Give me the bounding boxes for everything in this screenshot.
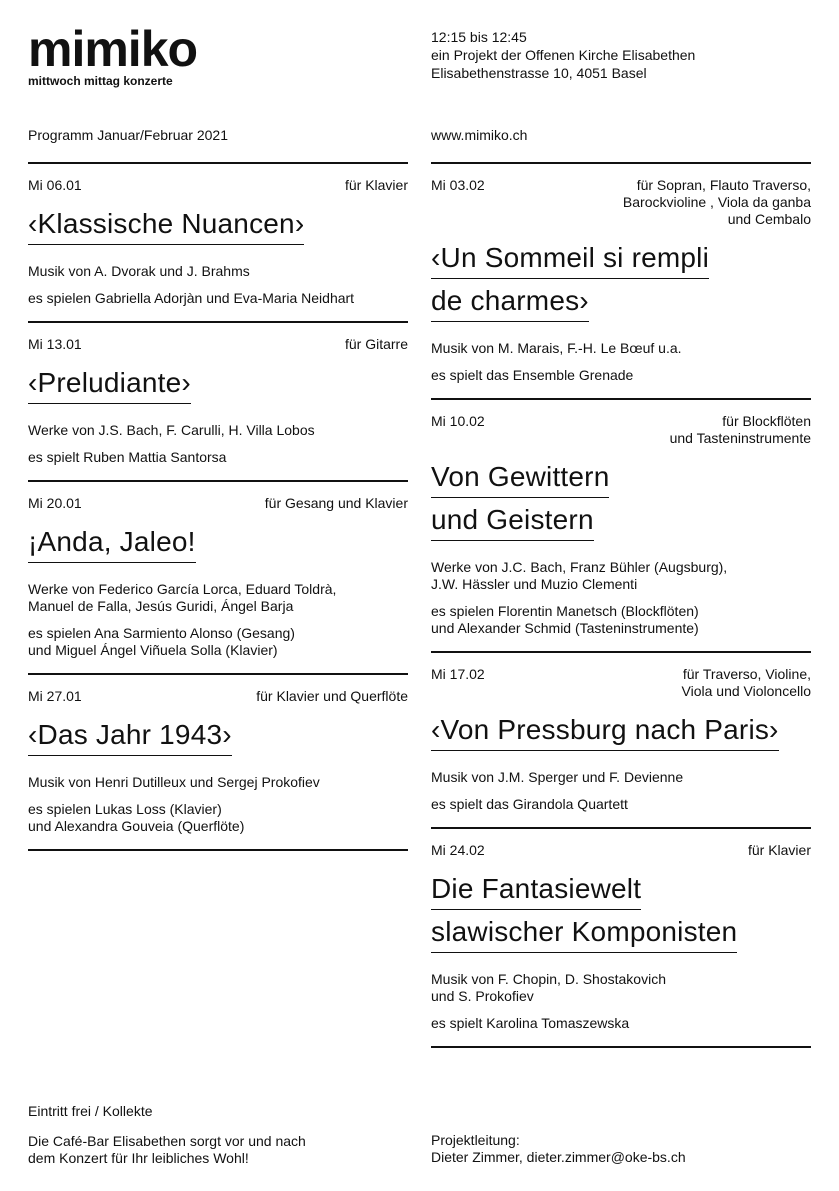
event-title-line: ‹Von Pressburg nach Paris› [431,714,779,751]
column-end-rule [28,849,408,851]
event-block [431,651,811,827]
event-date: Mi 20.01 [28,495,82,511]
event-date: Mi 06.01 [28,177,82,193]
event-instruments: für Klavier und Querflöte [256,688,408,704]
event-repertoire: Werke von J.S. Bach, F. Carulli, H. Villa Lobos [28,422,315,438]
cafe-note: Die Café-Bar Elisabethen sorgt vor und nach dem Konzert für Ihr leibliches Wohl! [28,1133,306,1166]
program-label: Programm Januar/Februar 2021 [28,127,228,143]
event-performers: es spielen Ana Sarmiento Alonso (Gesang) und Miguel Ángel Viñuela Solla (Klavier) [28,625,295,658]
event-title [28,526,408,569]
venue-info [431,28,695,82]
event-date: Mi 24.02 [431,842,485,858]
event-title [28,208,408,251]
event-instruments: für Traverso, Violine, Viola und Violoncello [681,666,811,699]
website-link[interactable]: www.mimiko.ch [431,127,528,143]
event-instruments: für Gesang und Klavier [264,495,408,511]
event-performers: es spielt Ruben Mattia Santorsa [28,449,227,465]
event-date: Mi 10.02 [431,413,485,429]
event-title-line: ‹Preludiante› [28,367,191,404]
event-repertoire: Musik von M. Marais, F.-H. Le Bœuf u.a. [431,340,682,356]
event-performers: es spielen Gabriella Adorjàn und Eva-Maria Neidhart [28,290,355,306]
event-header [28,688,408,705]
event-title [431,873,811,959]
event-repertoire: Musik von A. Dvorak und J. Brahms [28,263,250,279]
event-date: Mi 27.01 [28,688,82,704]
january-column [28,162,408,851]
event-block [28,480,408,673]
event-performers: es spielt das Ensemble Grenade [431,367,634,383]
event-performers: es spielen Florentin Manetsch (Blockflöten) und Alexander Schmid (Tasteninstrumente) [431,603,699,636]
event-date: Mi 17.02 [431,666,485,682]
event-header [28,336,408,353]
event-title-line: und Geistern [431,504,594,541]
event-repertoire: Werke von J.C. Bach, Franz Bühler (Augsburg), J.W. Hässler und Muzio Clementi [431,559,728,592]
event-title [28,367,408,410]
logo-wordmark: mimiko [28,21,198,77]
event-block [431,398,811,651]
event-header [28,495,408,512]
event-instruments: für Sopran, Flauto Traverso, Barockvioline , Viola da ganba und Cembalo [622,177,811,227]
event-instruments: für Blockflöten und Tasteninstrumente [669,413,811,446]
event-title-line: ¡Anda, Jaleo! [28,526,196,563]
event-title [28,719,408,762]
event-performers: es spielt das Girandola Quartett [431,796,628,812]
event-performers: es spielen Lukas Loss (Klavier) und Alexandra Gouveia (Querflöte) [28,801,245,834]
event-block [28,321,408,480]
event-instruments: für Klavier [747,842,811,858]
event-repertoire: Musik von F. Chopin, D. Shostakovich und S. Prokofiev [431,971,666,1004]
project-note: ein Projekt der Offenen Kirche Elisabethen [431,47,696,63]
event-header [431,666,811,700]
footer-info [28,1103,306,1167]
february-column [431,162,811,1048]
admission-note: Eintritt frei / Kollekte [28,1103,153,1119]
event-instruments: für Gitarre [344,336,408,352]
event-block [28,673,408,849]
event-title [431,714,811,757]
event-title [431,242,811,328]
event-title-line: Von Gewittern [431,461,609,498]
event-date: Mi 13.01 [28,336,82,352]
event-title-line: ‹Klassische Nuancen› [28,208,304,245]
event-date: Mi 03.02 [431,177,485,193]
event-header [431,842,811,859]
logo [28,21,198,88]
event-block [431,827,811,1046]
venue-address: Elisabethenstrasse 10, 4051 Basel [431,65,647,81]
event-header [431,413,811,447]
event-title-line: de charmes› [431,285,589,322]
event-title-line: ‹Das Jahr 1943› [28,719,232,756]
event-title-line: ‹Un Sommeil si rempli [431,242,709,279]
event-block [28,162,408,321]
event-repertoire: Werke von Federico García Lorca, Eduard Toldrà, Manuel de Falla, Jesús Guridi, Ángel Barja [28,581,337,614]
logo-tagline: mittwoch mittag konzerte [28,74,173,88]
event-header [28,177,408,194]
event-repertoire: Musik von J.M. Sperger und F. Devienne [431,769,684,785]
event-header [431,177,811,228]
event-instruments: für Klavier [344,177,408,193]
column-end-rule [431,1046,811,1048]
contact-info: Projektleitung: Dieter Zimmer, dieter.zimmer@oke-bs.ch [431,1132,686,1165]
event-block [431,162,811,398]
event-title-line: slawischer Komponisten [431,916,737,953]
event-repertoire: Musik von Henri Dutilleux und Sergej Prokofiev [28,774,320,790]
event-performers: es spielt Karolina Tomaszewska [431,1015,630,1031]
concert-time: 12:15 bis 12:45 [431,29,527,45]
event-title [431,461,811,547]
event-title-line: Die Fantasiewelt [431,873,641,910]
